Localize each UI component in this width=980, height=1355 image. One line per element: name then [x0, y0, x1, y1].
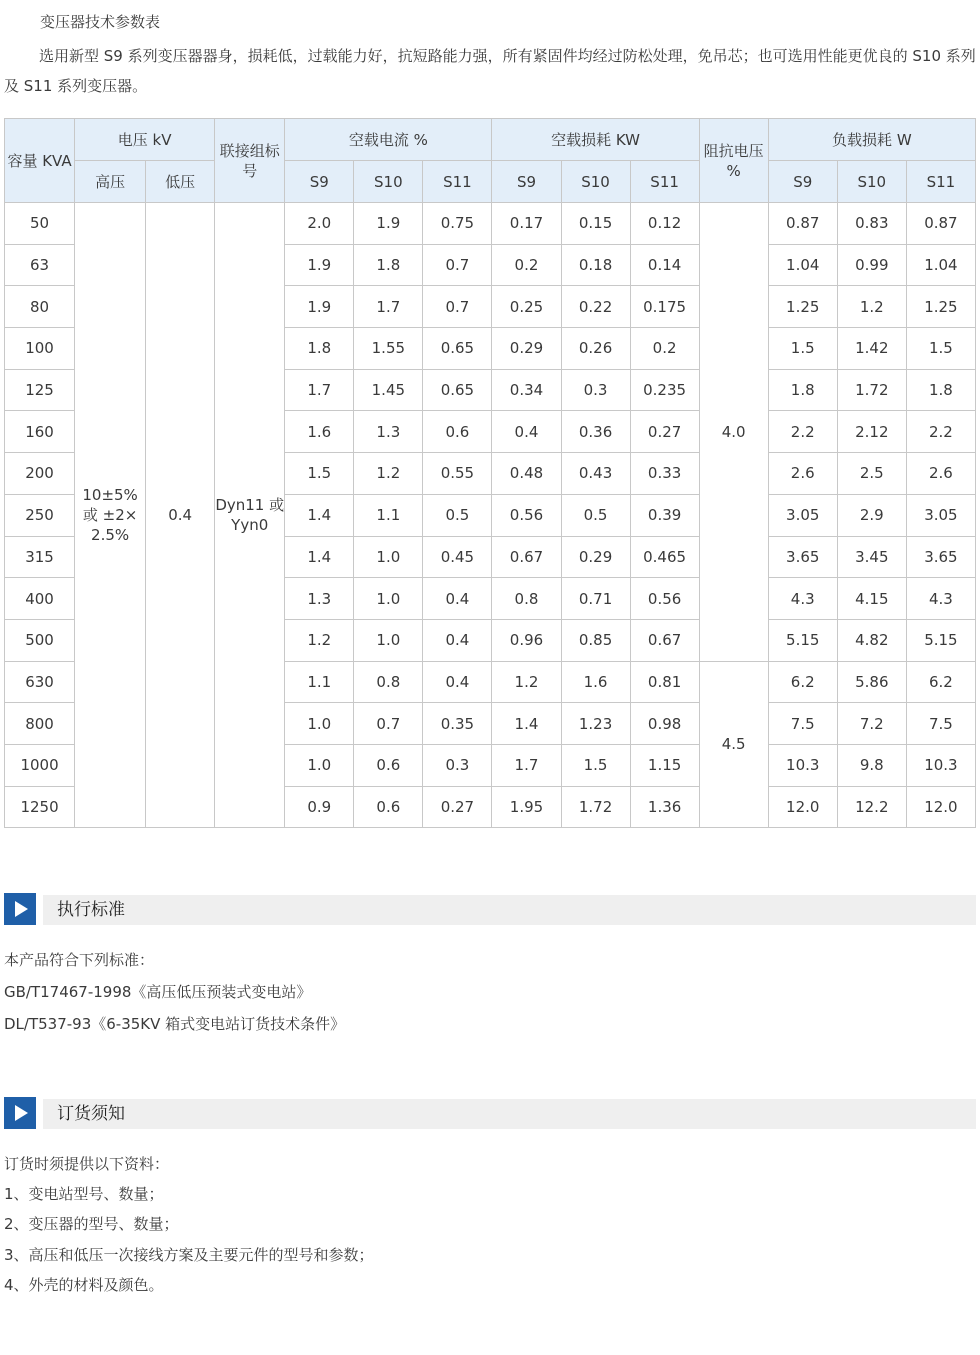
value-cell: 1.8 [354, 244, 423, 286]
value-cell: 0.81 [630, 661, 699, 703]
header-high-voltage: 高压 [75, 161, 146, 203]
value-cell: 0.6 [423, 411, 492, 453]
value-cell: 1.7 [354, 286, 423, 328]
value-cell: 0.8 [354, 661, 423, 703]
value-cell: 1.2 [354, 453, 423, 495]
header-noload-current: 空载电流 % [285, 119, 492, 161]
value-cell: 2.5 [837, 453, 906, 495]
value-cell: 1.4 [285, 494, 354, 536]
capacity-cell: 100 [5, 328, 75, 370]
value-cell: 0.67 [492, 536, 561, 578]
value-cell: 1.0 [285, 703, 354, 745]
value-cell: 1.45 [354, 369, 423, 411]
capacity-cell: 800 [5, 703, 75, 745]
value-cell: 1.1 [354, 494, 423, 536]
value-cell: 10.3 [906, 744, 975, 786]
capacity-cell: 63 [5, 244, 75, 286]
value-cell: 0.27 [630, 411, 699, 453]
value-cell: 2.2 [906, 411, 975, 453]
header-capacity: 容量 KVA [5, 119, 75, 203]
value-cell: 0.4 [423, 619, 492, 661]
standards-line: GB/T17467-1998《高压低压预装式变电站》 [4, 983, 312, 1001]
value-cell: 1.04 [768, 244, 837, 286]
value-cell: 1.6 [285, 411, 354, 453]
value-cell: 2.12 [837, 411, 906, 453]
value-cell: 0.7 [354, 703, 423, 745]
value-cell: 0.18 [561, 244, 630, 286]
value-cell: 0.56 [492, 494, 561, 536]
ordering-line: 4、外壳的材料及颜色。 [4, 1276, 164, 1294]
value-cell: 3.65 [906, 536, 975, 578]
value-cell: 3.45 [837, 536, 906, 578]
value-cell: 0.2 [630, 328, 699, 370]
section-heading-standards: 执行标准 [43, 895, 976, 925]
value-cell: 0.175 [630, 286, 699, 328]
ordering-line: 订货时须提供以下资料： [4, 1155, 170, 1173]
value-cell: 3.65 [768, 536, 837, 578]
value-cell: 4.3 [768, 578, 837, 620]
header-noload-loss: 空载损耗 KW [492, 119, 699, 161]
value-cell: 0.6 [354, 786, 423, 828]
standards-line: DL/T537-93《6-35KV 箱式变电站订货技术条件》 [4, 1015, 346, 1033]
value-cell: 1.95 [492, 786, 561, 828]
value-cell: 1.04 [906, 244, 975, 286]
value-cell: 0.65 [423, 369, 492, 411]
value-cell: 0.96 [492, 619, 561, 661]
value-cell: 0.27 [423, 786, 492, 828]
intro-paragraph: 选用新型 S9 系列变压器器身，损耗低，过载能力好，抗短路能力强，所有紧固件均经过防松处理，免吊芯；也可选用性能更优良的 S10 系列及 S11 系列变压器。 [4, 47, 976, 95]
value-cell: 5.15 [906, 619, 975, 661]
value-cell: 7.5 [768, 703, 837, 745]
connection-cell: Dyn11 或 Yyn0 [215, 203, 285, 828]
section-heading-ordering: 订货须知 [43, 1099, 976, 1129]
value-cell: 0.99 [837, 244, 906, 286]
value-cell: 1.72 [561, 786, 630, 828]
value-cell: 0.83 [837, 203, 906, 245]
value-cell: 1.23 [561, 703, 630, 745]
header-current-s9: S9 [285, 161, 354, 203]
value-cell: 0.8 [492, 578, 561, 620]
value-cell: 0.7 [423, 244, 492, 286]
value-cell: 1.0 [354, 619, 423, 661]
value-cell: 0.65 [423, 328, 492, 370]
value-cell: 2.0 [285, 203, 354, 245]
value-cell: 12.0 [906, 786, 975, 828]
value-cell: 6.2 [906, 661, 975, 703]
value-cell: 6.2 [768, 661, 837, 703]
capacity-cell: 400 [5, 578, 75, 620]
capacity-cell: 80 [5, 286, 75, 328]
value-cell: 0.3 [561, 369, 630, 411]
ordering-line: 1、变电站型号、数量； [4, 1185, 164, 1203]
value-cell: 0.43 [561, 453, 630, 495]
value-cell: 0.9 [285, 786, 354, 828]
value-cell: 0.48 [492, 453, 561, 495]
capacity-cell: 630 [5, 661, 75, 703]
value-cell: 1.25 [906, 286, 975, 328]
value-cell: 0.34 [492, 369, 561, 411]
header-noload-s9: S9 [492, 161, 561, 203]
capacity-cell: 200 [5, 453, 75, 495]
value-cell: 0.71 [561, 578, 630, 620]
value-cell: 0.87 [906, 203, 975, 245]
value-cell: 2.6 [768, 453, 837, 495]
value-cell: 1.0 [354, 536, 423, 578]
value-cell: 0.67 [630, 619, 699, 661]
value-cell: 1.2 [837, 286, 906, 328]
low-voltage-cell: 0.4 [146, 203, 215, 828]
capacity-cell: 1000 [5, 744, 75, 786]
value-cell: 1.72 [837, 369, 906, 411]
header-load-s11: S11 [906, 161, 975, 203]
impedance-cell: 4.0 [699, 203, 768, 662]
value-cell: 1.4 [492, 703, 561, 745]
capacity-cell: 315 [5, 536, 75, 578]
value-cell: 0.17 [492, 203, 561, 245]
value-cell: 1.3 [354, 411, 423, 453]
value-cell: 0.33 [630, 453, 699, 495]
header-load-s10: S10 [837, 161, 906, 203]
capacity-cell: 50 [5, 203, 75, 245]
table-body [5, 203, 976, 828]
capacity-cell: 500 [5, 619, 75, 661]
value-cell: 5.86 [837, 661, 906, 703]
value-cell: 4.15 [837, 578, 906, 620]
table-row [5, 203, 976, 245]
value-cell: 2.2 [768, 411, 837, 453]
value-cell: 1.5 [561, 744, 630, 786]
value-cell: 1.2 [285, 619, 354, 661]
value-cell: 0.36 [561, 411, 630, 453]
capacity-cell: 160 [5, 411, 75, 453]
value-cell: 1.36 [630, 786, 699, 828]
header-connection: 联接组标号 [215, 119, 285, 203]
ordering-line: 2、变压器的型号、数量； [4, 1215, 179, 1233]
value-cell: 1.7 [492, 744, 561, 786]
header-low-voltage: 低压 [146, 161, 215, 203]
value-cell: 7.2 [837, 703, 906, 745]
value-cell: 1.25 [768, 286, 837, 328]
value-cell: 12.2 [837, 786, 906, 828]
value-cell: 0.5 [561, 494, 630, 536]
value-cell: 7.5 [906, 703, 975, 745]
value-cell: 1.0 [285, 744, 354, 786]
value-cell: 0.35 [423, 703, 492, 745]
header-noload-s10: S10 [561, 161, 630, 203]
high-voltage-cell: 10±5% 或 ±2× 2.5% [75, 203, 146, 828]
header-current-s10: S10 [354, 161, 423, 203]
value-cell: 1.4 [285, 536, 354, 578]
value-cell: 0.26 [561, 328, 630, 370]
header-noload-s11: S11 [630, 161, 699, 203]
standards-line: 本产品符合下列标准： [4, 951, 155, 969]
header-impedance: 阻抗电压 % [699, 119, 768, 203]
value-cell: 1.5 [906, 328, 975, 370]
header-current-s11: S11 [423, 161, 492, 203]
capacity-cell: 1250 [5, 786, 75, 828]
value-cell: 1.2 [492, 661, 561, 703]
header-load-loss: 负载损耗 W [768, 119, 975, 161]
value-cell: 1.7 [285, 369, 354, 411]
value-cell: 9.8 [837, 744, 906, 786]
value-cell: 1.8 [768, 369, 837, 411]
value-cell: 1.1 [285, 661, 354, 703]
value-cell: 0.3 [423, 744, 492, 786]
value-cell: 0.22 [561, 286, 630, 328]
value-cell: 0.12 [630, 203, 699, 245]
value-cell: 3.05 [768, 494, 837, 536]
value-cell: 0.39 [630, 494, 699, 536]
value-cell: 0.6 [354, 744, 423, 786]
value-cell: 10.3 [768, 744, 837, 786]
value-cell: 0.75 [423, 203, 492, 245]
value-cell: 0.87 [768, 203, 837, 245]
value-cell: 1.5 [768, 328, 837, 370]
value-cell: 1.8 [285, 328, 354, 370]
impedance-cell: 4.5 [699, 661, 768, 828]
value-cell: 0.55 [423, 453, 492, 495]
value-cell: 0.14 [630, 244, 699, 286]
value-cell: 1.3 [285, 578, 354, 620]
value-cell: 0.235 [630, 369, 699, 411]
transformer-parameter-table [4, 118, 976, 828]
value-cell: 2.9 [837, 494, 906, 536]
value-cell: 1.9 [354, 203, 423, 245]
value-cell: 1.9 [285, 286, 354, 328]
value-cell: 1.8 [906, 369, 975, 411]
value-cell: 1.9 [285, 244, 354, 286]
capacity-cell: 125 [5, 369, 75, 411]
value-cell: 0.98 [630, 703, 699, 745]
value-cell: 1.5 [285, 453, 354, 495]
value-cell: 0.5 [423, 494, 492, 536]
value-cell: 0.4 [423, 578, 492, 620]
value-cell: 0.29 [492, 328, 561, 370]
header-voltage: 电压 kV [75, 119, 215, 161]
value-cell: 0.56 [630, 578, 699, 620]
value-cell: 0.7 [423, 286, 492, 328]
header-load-s9: S9 [768, 161, 837, 203]
value-cell: 3.05 [906, 494, 975, 536]
value-cell: 0.4 [492, 411, 561, 453]
ordering-line: 3、高压和低压一次接线方案及主要元件的型号和参数； [4, 1246, 374, 1264]
value-cell: 1.42 [837, 328, 906, 370]
value-cell: 0.85 [561, 619, 630, 661]
value-cell: 2.6 [906, 453, 975, 495]
value-cell: 0.465 [630, 536, 699, 578]
value-cell: 12.0 [768, 786, 837, 828]
value-cell: 4.3 [906, 578, 975, 620]
value-cell: 0.15 [561, 203, 630, 245]
value-cell: 1.6 [561, 661, 630, 703]
value-cell: 0.25 [492, 286, 561, 328]
document-title: 变压器技术参数表 [40, 13, 161, 31]
play-arrow-icon [4, 1097, 36, 1129]
value-cell: 1.0 [354, 578, 423, 620]
value-cell: 0.45 [423, 536, 492, 578]
value-cell: 5.15 [768, 619, 837, 661]
value-cell: 0.29 [561, 536, 630, 578]
value-cell: 1.15 [630, 744, 699, 786]
value-cell: 4.82 [837, 619, 906, 661]
value-cell: 0.2 [492, 244, 561, 286]
value-cell: 0.4 [423, 661, 492, 703]
value-cell: 1.55 [354, 328, 423, 370]
play-arrow-icon [4, 893, 36, 925]
capacity-cell: 250 [5, 494, 75, 536]
